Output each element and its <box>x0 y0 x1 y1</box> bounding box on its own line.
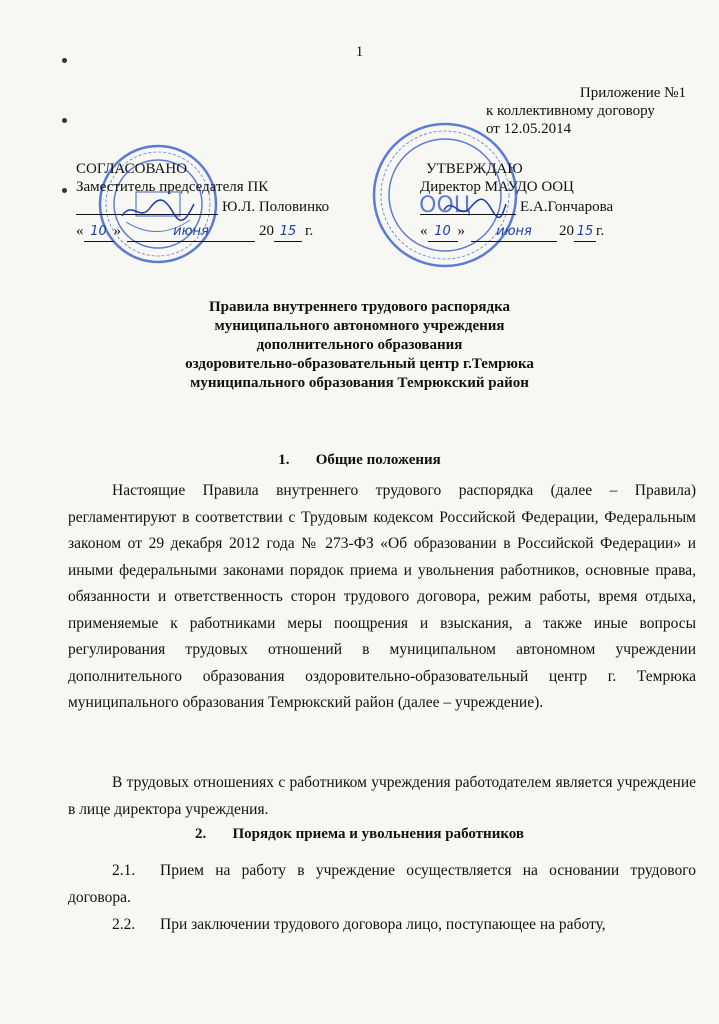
quote-open: « <box>420 223 428 239</box>
title-line: дополнительного образования <box>256 337 463 353</box>
signature-right <box>440 194 510 222</box>
approved-left-name: Ю.Л. Половинко <box>222 199 330 215</box>
year-prefix: 20 <box>559 223 574 239</box>
appendix-agreement: к коллективному договору <box>486 103 655 119</box>
item-text: При заключении трудового договора лицо, поступающее на работу, <box>160 916 606 933</box>
year-prefix: 20 <box>259 223 274 239</box>
date-year: 15 <box>574 223 596 242</box>
title-line: Правила внутреннего трудового распорядка <box>208 299 511 315</box>
year-end: г. <box>305 223 314 239</box>
section-heading: 2. Порядок приема и увольнения работников <box>194 826 525 842</box>
section1-paragraph2: В трудовых отношениях с работником учреждения работодателем является учреждение в лице директора учреждения. <box>68 774 696 818</box>
approved-left-date <box>76 222 313 242</box>
quote-close: » <box>113 223 121 239</box>
margin-dot <box>62 188 67 193</box>
item-number: 2.1. <box>112 862 136 879</box>
approved-left-heading: СОГЛАСОВАНО <box>76 161 188 177</box>
margin-dot <box>62 58 67 63</box>
item-text: Прием на работу в учреждение осуществляется на основании трудового договора. <box>68 862 696 906</box>
quote-close: » <box>457 223 465 239</box>
appendix-title: Приложение №1 <box>579 85 686 101</box>
list-item <box>68 858 696 911</box>
approved-left-position: Заместитель председателя ПК <box>76 179 269 195</box>
date-day: 10 <box>428 223 458 242</box>
item-number: 2.2. <box>112 916 136 933</box>
page-number: 1 <box>355 44 364 60</box>
section-heading: 1. Общие положения <box>278 452 441 468</box>
document-title <box>0 298 719 393</box>
approved-right-name: Е.А.Гончарова <box>520 199 614 215</box>
date-year: 15 <box>274 223 302 242</box>
date-month: июня <box>471 223 557 242</box>
quote-open: « <box>76 223 84 239</box>
approved-right-date <box>420 222 604 242</box>
stamp-text: ООЦ <box>419 193 471 218</box>
title-line: муниципального образования Темрюкский район <box>190 375 529 391</box>
title-line: муниципального автономного учреждения <box>214 318 505 334</box>
title-line: оздоровительно-образовательный центр г.Темрюка <box>185 356 534 372</box>
year-end: г. <box>596 223 605 239</box>
date-day: 10 <box>84 223 114 242</box>
signature-left <box>118 196 198 224</box>
list-item <box>68 912 696 939</box>
date-month: июня <box>127 223 255 242</box>
appendix-date: от 12.05.2014 <box>486 121 572 137</box>
approved-right-heading: УТВЕРЖДАЮ <box>426 161 523 177</box>
margin-dot <box>62 118 67 123</box>
section1-paragraph1: Настоящие Правила внутреннего трудового распорядка (далее – Правила) регламентируют в соответствии с Трудовым кодексом Российской Федерации, Федеральным законом от 29 декабря 2012 года № 273-ФЗ «Об образовании в Российской Федерации» и иными федеральными законами порядок приема и увольнения работников, основные права, обязанности и ответственность сторон трудового договора, режим работы, время отдыха, применяемые к работниками меры поощрения и взыскания, а также иные вопросы регулирования трудовых отношений в муниципальном автономном учреждении дополнительного образования оздоровительно-образовательный центр г. Темрюка муниципального образования Темрюкский район (далее – учреждение). <box>68 482 696 711</box>
approved-right-position: Директор МАУДО ООЦ <box>420 179 574 195</box>
